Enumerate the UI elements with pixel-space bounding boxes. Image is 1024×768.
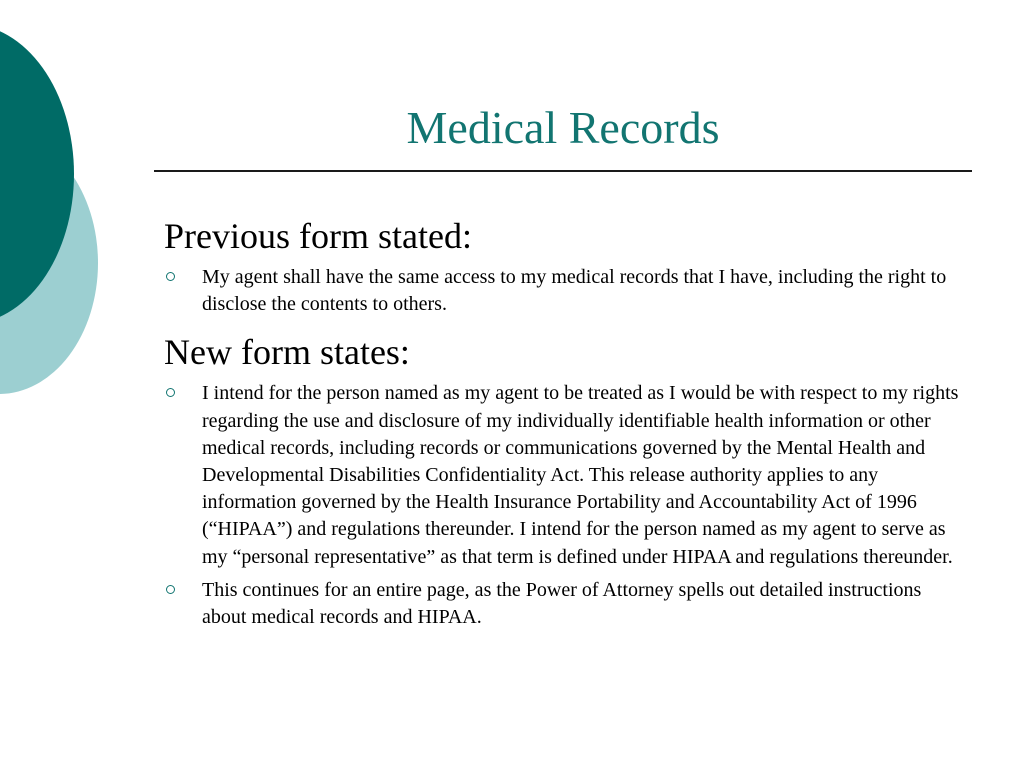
section-heading-previous: Previous form stated:	[164, 216, 472, 256]
bullet-item	[164, 264, 964, 318]
slide-content	[164, 214, 964, 637]
bullet-item	[164, 380, 964, 570]
bullet-item	[164, 577, 964, 631]
bullet-text: I intend for the person named as my agent to be treated as I would be with respect to my rights regarding the use and disclosure of my individually identifiable health information or other medical records, including records or communications governed by the Mental Health and Developmental Disabilities Confidentiality Act. This release authority applies to any information governed by the Health Insurance Portability and Accountability Act of 1996 (“HIPAA”) and regulations thereunder. I intend for the person named as my agent to serve as my “personal representative” as that term is defined under HIPAA and regulations thereunder.	[202, 382, 959, 568]
slide-title: Medical Records	[406, 102, 720, 153]
hollow-circle-bullet-icon	[166, 272, 175, 281]
section-heading-new: New form states:	[164, 332, 410, 373]
bullet-text: This continues for an entire page, as the Power of Attorney spells out detailed instructions about medical records and HIPAA.	[202, 578, 922, 629]
hollow-circle-bullet-icon	[166, 388, 175, 397]
title-divider	[154, 170, 972, 172]
bullet-text: My agent shall have the same access to my medical records that I have, including the right to disclose the contents to others.	[202, 266, 947, 316]
hollow-circle-bullet-icon	[166, 585, 175, 594]
